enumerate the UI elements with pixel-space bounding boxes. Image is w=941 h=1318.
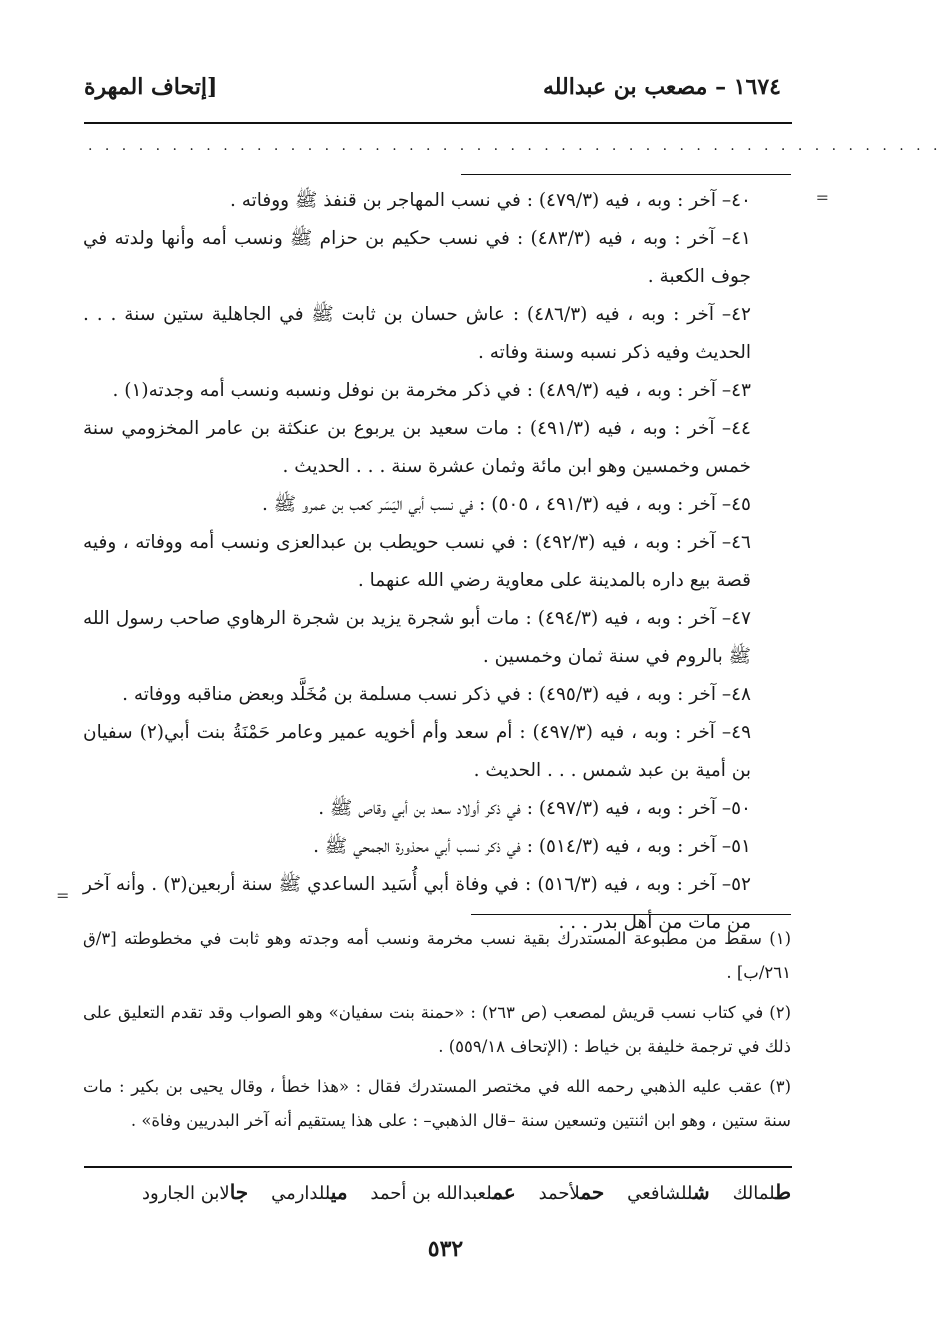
footnotes	[83, 922, 791, 1144]
abbrev-code: حم	[580, 1180, 605, 1204]
abbrev-label: لأحمد	[538, 1183, 581, 1204]
entry-47: ٤٧– آخر : وبه ، فيه (٤٩٤/٣) : مات أبو شجرة يزيد بن شجرة الرهاوي صاحب رسول الله ﷺ بالروم في سنة ثمان وخمسين .	[83, 608, 751, 667]
entry-41: ٤١– آخر : وبه ، فيه (٤٨٣/٣) : في نسب حكيم بن حزام ﷺ ونسب أمه وأنها ولدته في جوف الكعبة .	[83, 228, 751, 287]
abbrev-code: ش	[692, 1180, 710, 1204]
section-rule	[461, 174, 791, 175]
entry-46: ٤٦– آخر : وبه ، فيه (٤٩٢/٣) : في نسب حويطب بن عبدالعزى ونسب أمه ووفاته ، وفيه قصة بيع داره بالمدينة على معاوية رضي الله عنهما .	[83, 532, 751, 591]
abbreviation-key	[83, 1180, 791, 1204]
abbrev-code: عم	[492, 1180, 516, 1204]
abbrev-code: جا	[229, 1180, 249, 1204]
footnote-rule	[471, 914, 791, 915]
margin-mark: =	[815, 188, 829, 207]
margin-mark: =	[56, 886, 70, 905]
abbrev-code: ط	[775, 1180, 791, 1204]
entry-43: ٤٣– آخر : وبه ، فيه (٤٨٩/٣) : في ذكر مخرمة بن نوفل ونسبه ونسب أمه وجدته(١) .	[112, 380, 751, 401]
entry-48: ٤٨– آخر : وبه ، فيه (٤٩٥/٣) : في ذكر نسب مسلمة بن مُخَلَّد وبعض مناقبه ووفاته .	[122, 684, 751, 705]
entry-50: ٥٠– آخر : وبه ، فيه (٤٩٧/٣) : في ذكر أولاد سعد بن أبي وقاص ﷺ .	[318, 798, 751, 819]
header-rule	[84, 122, 792, 124]
entry-52: ٥٢– آخر : وبه ، فيه (٥١٦/٣) : في وفاة أبي أُسَيد الساعدي ﷺ سنة أربعين(٣) . وأنه آخر من مات من أهل بدر . . .	[83, 874, 751, 933]
abbreviation-rule	[84, 1166, 792, 1168]
page-number: ٥٣٢	[427, 1236, 464, 1262]
entry-51: ٥١– آخر : وبه ، فيه (٥١٤/٣) : في ذكر نسب أبي محذورة الجمحي ﷺ .	[313, 836, 751, 857]
running-header-book: [إتحاف المهرة	[84, 74, 218, 100]
entry-44: ٤٤– آخر : وبه ، فيه (٤٩١/٣) : مات سعيد بن يربوع بن عنكثة بن عامر المخزومي سنة خمس وخمسين وهو ابن مائة وثمان عشرة سنة . . . الحديث .	[83, 418, 751, 477]
footnote-1: (١) سقط من مطبوعة المستدرك بقية نسب مخرمة ونسب أمه وجدته وهو ثابت في مخطوطته [٣/ق ٢٦١/ب] .	[83, 929, 791, 982]
abbrev-label: للشافعي	[627, 1183, 693, 1204]
omission-dots: . . . . . . . . . . . . . . . . . . . . . . . . . . . . . . . . . . . . . . . . . . . . . . . . . . .	[88, 138, 941, 154]
abbrev-label: لمالك	[732, 1183, 776, 1204]
abbrev-label: لابن الجارود	[142, 1183, 230, 1204]
entry-42: ٤٢– آخر : وبه ، فيه (٤٨٦/٣) : عاش حسان بن ثابت ﷺ في الجاهلية ستين سنة . . . الحديث وفيه ذكر نسبه وسنة وفاته .	[83, 304, 751, 363]
abbrev-label: للدارمي	[271, 1183, 331, 1204]
entry-40: ٤٠– آخر : وبه ، فيه (٤٧٩/٣) : في نسب المهاجر بن قنفذ ﷺ ووفاته .	[229, 190, 751, 211]
entries-list	[83, 182, 791, 942]
entry-45: ٤٥– آخر : وبه ، فيه (٤٩١/٣ ، ٥٠٥) : في نسب أبي اليَسَر كعب بن عمرو ﷺ .	[261, 494, 751, 515]
abbrev-label: لعبدالله بن أحمد	[370, 1183, 493, 1204]
footnote-3: (٣) عقب عليه الذهبي رحمه الله في مختصر المستدرك فقال : «هذا خطأ ، وقال يحيى بن بكير : مات سنة ستين ، وهو ابن اثنتين وتسعين سنة –قال الذهبي– : على هذا يستقيم أنه آخر البدريين وفاة» .	[83, 1077, 791, 1130]
abbrev-code: مي	[330, 1180, 348, 1204]
running-header-chapter: ١٦٧٤ – مصعب بن عبدالله	[542, 74, 781, 100]
footnote-2: (٢) في كتاب نسب قريش لمصعب (ص ٢٦٣) : «حمنة بنت سفيان» وهو الصواب وقد تقدم التعليق على ذلك في ترجمة خليفة بن خياط : (الإتحاف ٥٥٩/١٨) .	[83, 1003, 791, 1056]
entry-49: ٤٩– آخر : وبه ، فيه (٤٩٧/٣) : أم سعد وأم أخويه عمير وعامر حَمْنَةُ بنت أبي(٢) سفيان بن أمية بن عبد شمس . . . الحديث .	[83, 722, 752, 781]
